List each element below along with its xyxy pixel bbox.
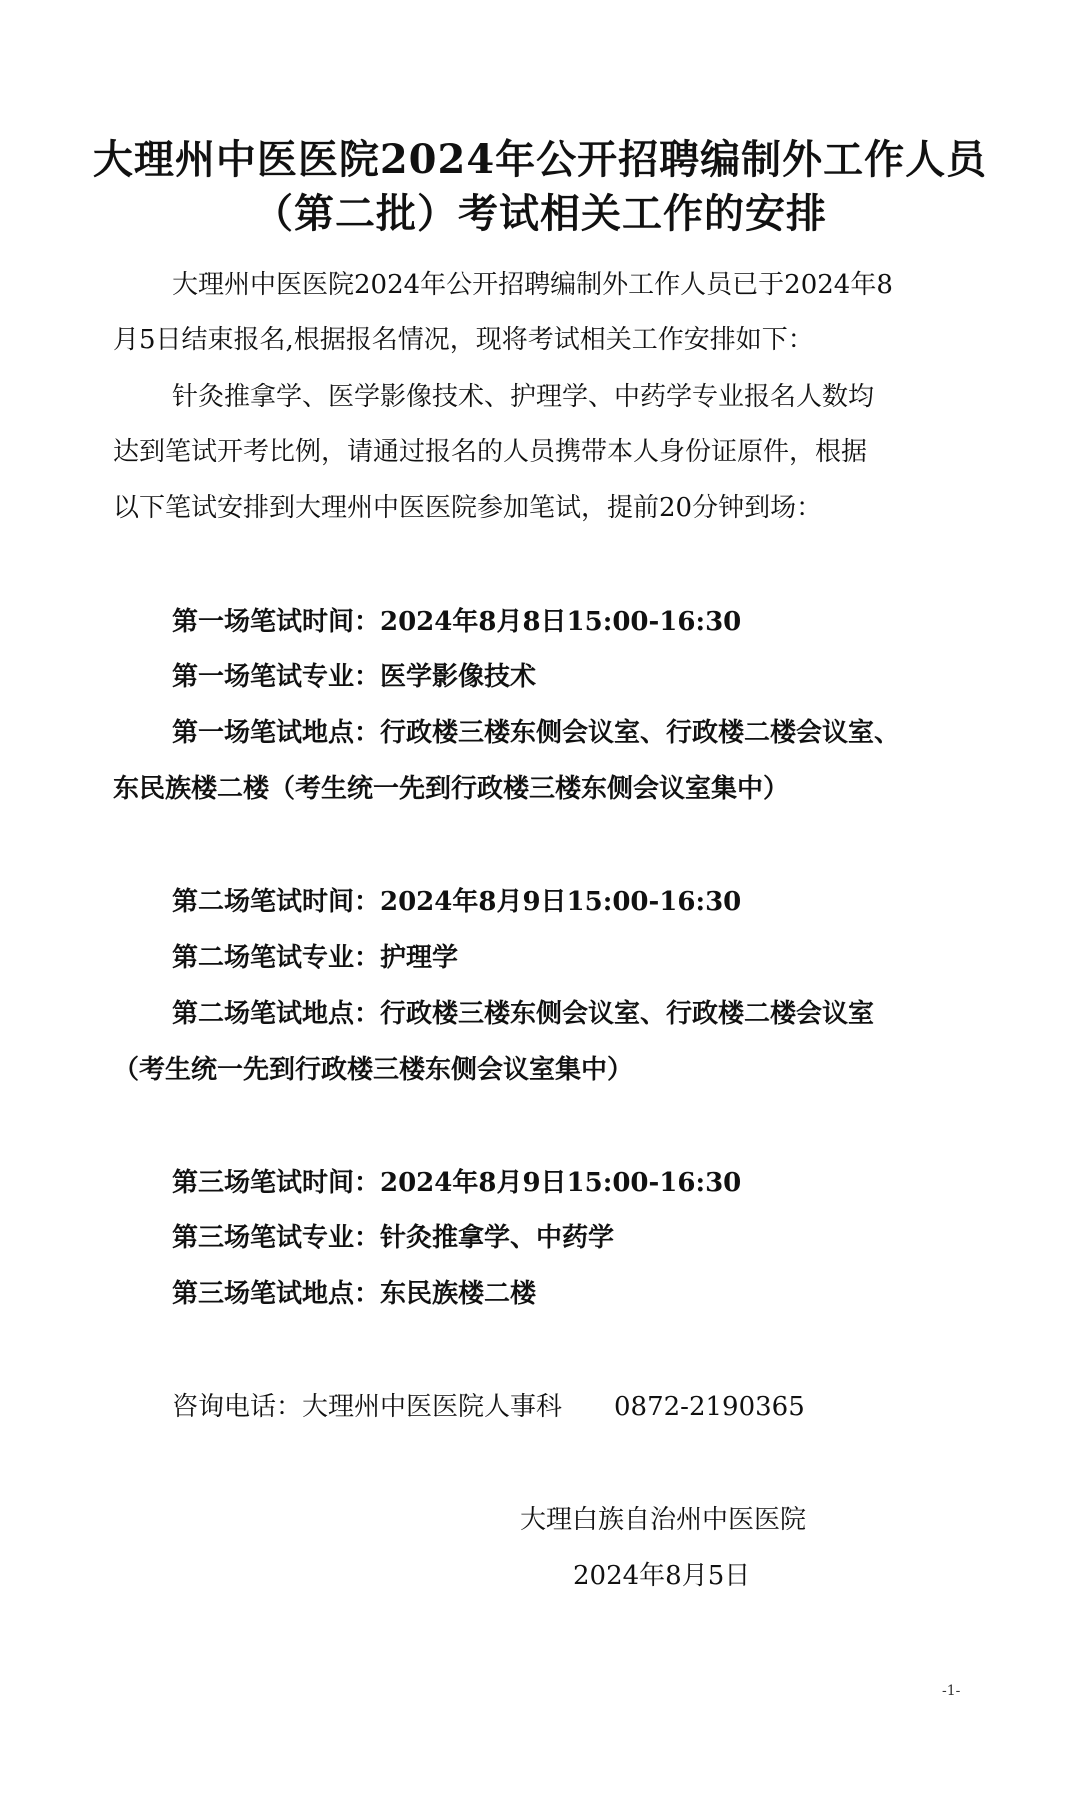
intro-paragraph-line1: 大理州中医医院2024年公开招聘编制外工作人员已于2024年8 [172, 270, 893, 300]
signature-organization: 大理白族自治州中医医院 [520, 1505, 807, 1535]
document-title-line2: （第二批）考试相关工作的安排 [253, 190, 827, 237]
contact-info: 咨询电话：大理州中医医院人事科 0872-2190365 [172, 1392, 805, 1422]
session-1-location-line1: 第一场笔试地点：行政楼三楼东侧会议室、行政楼二楼会议室、 [172, 718, 901, 748]
session-1-location-line2: 东民族楼二楼（考生统一先到行政楼三楼东侧会议室集中） [113, 774, 790, 804]
session-2-location-line1: 第二场笔试地点：行政楼三楼东侧会议室、行政楼二楼会议室 [172, 999, 875, 1029]
session-2-time: 第二场笔试时间：2024年8月9日15:00-16:30 [172, 887, 742, 917]
session-3-location: 第三场笔试地点：东民族楼二楼 [172, 1279, 537, 1309]
session-1-time: 第一场笔试时间：2024年8月8日15:00-16:30 [172, 607, 742, 637]
signature-date: 2024年8月5日 [573, 1561, 751, 1591]
intro-paragraph-line2: 月5日结束报名,根据报名情况，现将考试相关工作安排如下： [113, 325, 814, 355]
notice-paragraph-line3: 以下笔试安排到大理州中医医院参加笔试，提前20分钟到场： [113, 493, 823, 523]
session-3-major: 第三场笔试专业：针灸推拿学、中药学 [172, 1223, 615, 1253]
session-2-location-line2: （考生统一先到行政楼三楼东侧会议室集中） [113, 1055, 634, 1085]
page-number: -1- [942, 1683, 961, 1699]
session-1-major: 第一场笔试专业：医学影像技术 [172, 662, 537, 692]
session-3-time: 第三场笔试时间：2024年8月9日15:00-16:30 [172, 1168, 742, 1198]
session-2-major: 第二场笔试专业：护理学 [172, 943, 459, 973]
notice-paragraph-line2: 达到笔试开考比例，请通过报名的人员携带本人身份证原件，根据 [113, 437, 868, 467]
notice-paragraph-line1: 针灸推拿学、医学影像技术、护理学、中药学专业报名人数均 [172, 382, 875, 412]
document-title-line1: 大理州中医医院2024年公开招聘编制外工作人员 [92, 136, 988, 183]
